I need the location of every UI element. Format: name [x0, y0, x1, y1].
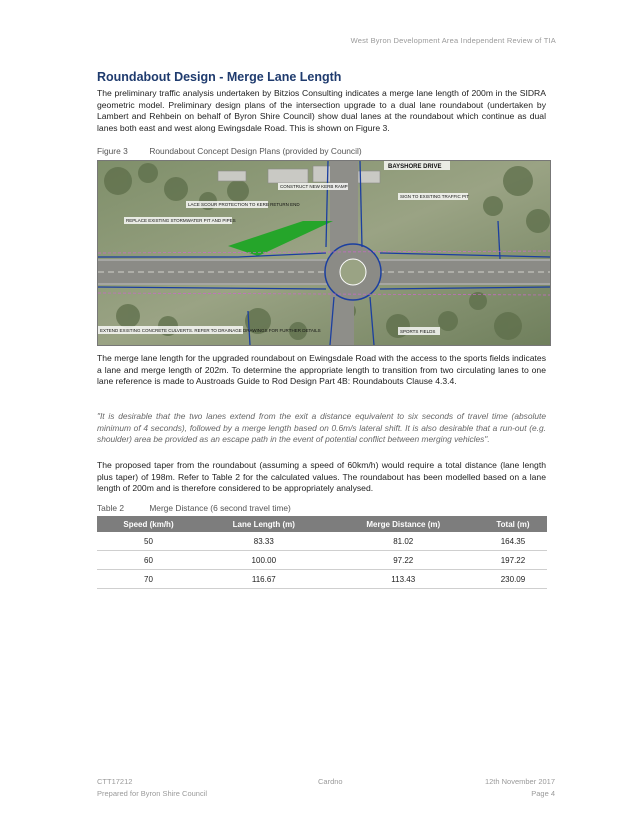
table-caption-text: Merge Distance (6 second travel time)	[149, 503, 291, 513]
header-total: Total (m)	[479, 516, 547, 532]
label-sports: SPORTS FIELDS	[400, 329, 436, 334]
table-caption	[97, 503, 291, 513]
cell-lane-length: 100.00	[200, 551, 328, 570]
merge-length-paragraph: The merge lane length for the upgraded roundabout on Ewingsdale Road with the access to the sports fields indicates a lane and merge length of 202m. To determine the appropriate length to transition from two circulating lanes to one lane reference is made to Austroads Guide to Rod Design Part 4B: Roundabouts Clause 4.3.4.	[97, 353, 546, 387]
cell-speed: 50	[97, 532, 200, 551]
label-extend: EXTEND EXISTING CONCRETE CULVERTS. REFER TO DRAINAGE DRAWINGS FOR FURTHER DETAILS	[100, 328, 321, 333]
label-construct: CONSTRUCT NEW KERB RAMP	[280, 184, 348, 189]
label-scour: LACE SCOUR PROTECTION TO KERB RETURN END	[188, 202, 300, 207]
figure-caption	[97, 146, 362, 156]
footer-prepared: Prepared for Byron Shire Council	[97, 789, 208, 798]
figure-label: Figure 3	[97, 146, 128, 156]
footer-page: Page 4	[531, 789, 555, 798]
section-title: Roundabout Design - Merge Lane Length	[97, 70, 342, 84]
table-row	[97, 570, 547, 589]
intro-paragraph: The preliminary traffic analysis undertaken by Bitzios Consulting indicates a merge lane length of 200m in the SIDRA geometric model. Preliminary design plans of the intersection upgrade to a dual lane roundabout (undertaken by Lambert and Rehbein on behalf of Byron Shire Council) show dual lanes at the roundabout which continue as dual lanes both east and west along Ewingsdale Road. This is shown on Figure 3.	[97, 88, 546, 133]
figure-caption-text: Roundabout Concept Design Plans (provided by Council)	[149, 146, 362, 156]
cell-merge-distance: 81.02	[328, 532, 479, 551]
merge-distance-table	[97, 516, 547, 589]
cell-speed: 60	[97, 551, 200, 570]
page-header: West Byron Development Area Independent Review of TIA	[350, 36, 556, 45]
label-bayshore: BAYSHORE DRIVE	[388, 164, 442, 170]
table-label: Table 2	[97, 503, 125, 513]
header-speed: Speed (km/h)	[97, 516, 200, 532]
taper-paragraph: The proposed taper from the roundabout (assuming a speed of 60km/h) would require a total distance (lane length plus taper) of 198m. Refer to Table 2 for the calculated values. The roundabout has been modelled based on a lane length of 200m and is therefore considered to be appropriately analysed.	[97, 460, 546, 494]
footer-company: Cardno	[318, 777, 343, 786]
cell-merge-distance: 113.43	[328, 570, 479, 589]
footer-ref: CTT17212	[97, 777, 133, 786]
cell-lane-length: 83.33	[200, 532, 328, 551]
label-signs: SIGN TO EXISTING TRAFFIC PIT	[400, 194, 470, 199]
roundabout-design-plan	[97, 160, 551, 346]
cell-total: 164.35	[479, 532, 547, 551]
footer-date: 12th November 2017	[484, 777, 555, 786]
cell-lane-length: 116.67	[200, 570, 328, 589]
cell-merge-distance: 97.22	[328, 551, 479, 570]
cell-speed: 70	[97, 570, 200, 589]
cell-total: 197.22	[479, 551, 547, 570]
cell-total: 230.09	[479, 570, 547, 589]
header-lane-length: Lane Length (m)	[200, 516, 328, 532]
austroads-quote: "It is desirable that the two lanes extend from the exit a distance equivalent to six seconds of travel time (absolute minimum of 4 seconds), followed by a merge length based on 0.6m/s lateral shift. It is also desirable that a run-out (e.g. shoulder) area be provided as an escape path in the event of potential conflict between merging vehicles".	[97, 411, 546, 445]
table-row	[97, 551, 547, 570]
header-merge-distance: Merge Distance (m)	[328, 516, 479, 532]
label-replace: REPLACE EXISTING STORMWATER PIT AND PIPES	[126, 218, 236, 223]
table-row	[97, 532, 547, 551]
